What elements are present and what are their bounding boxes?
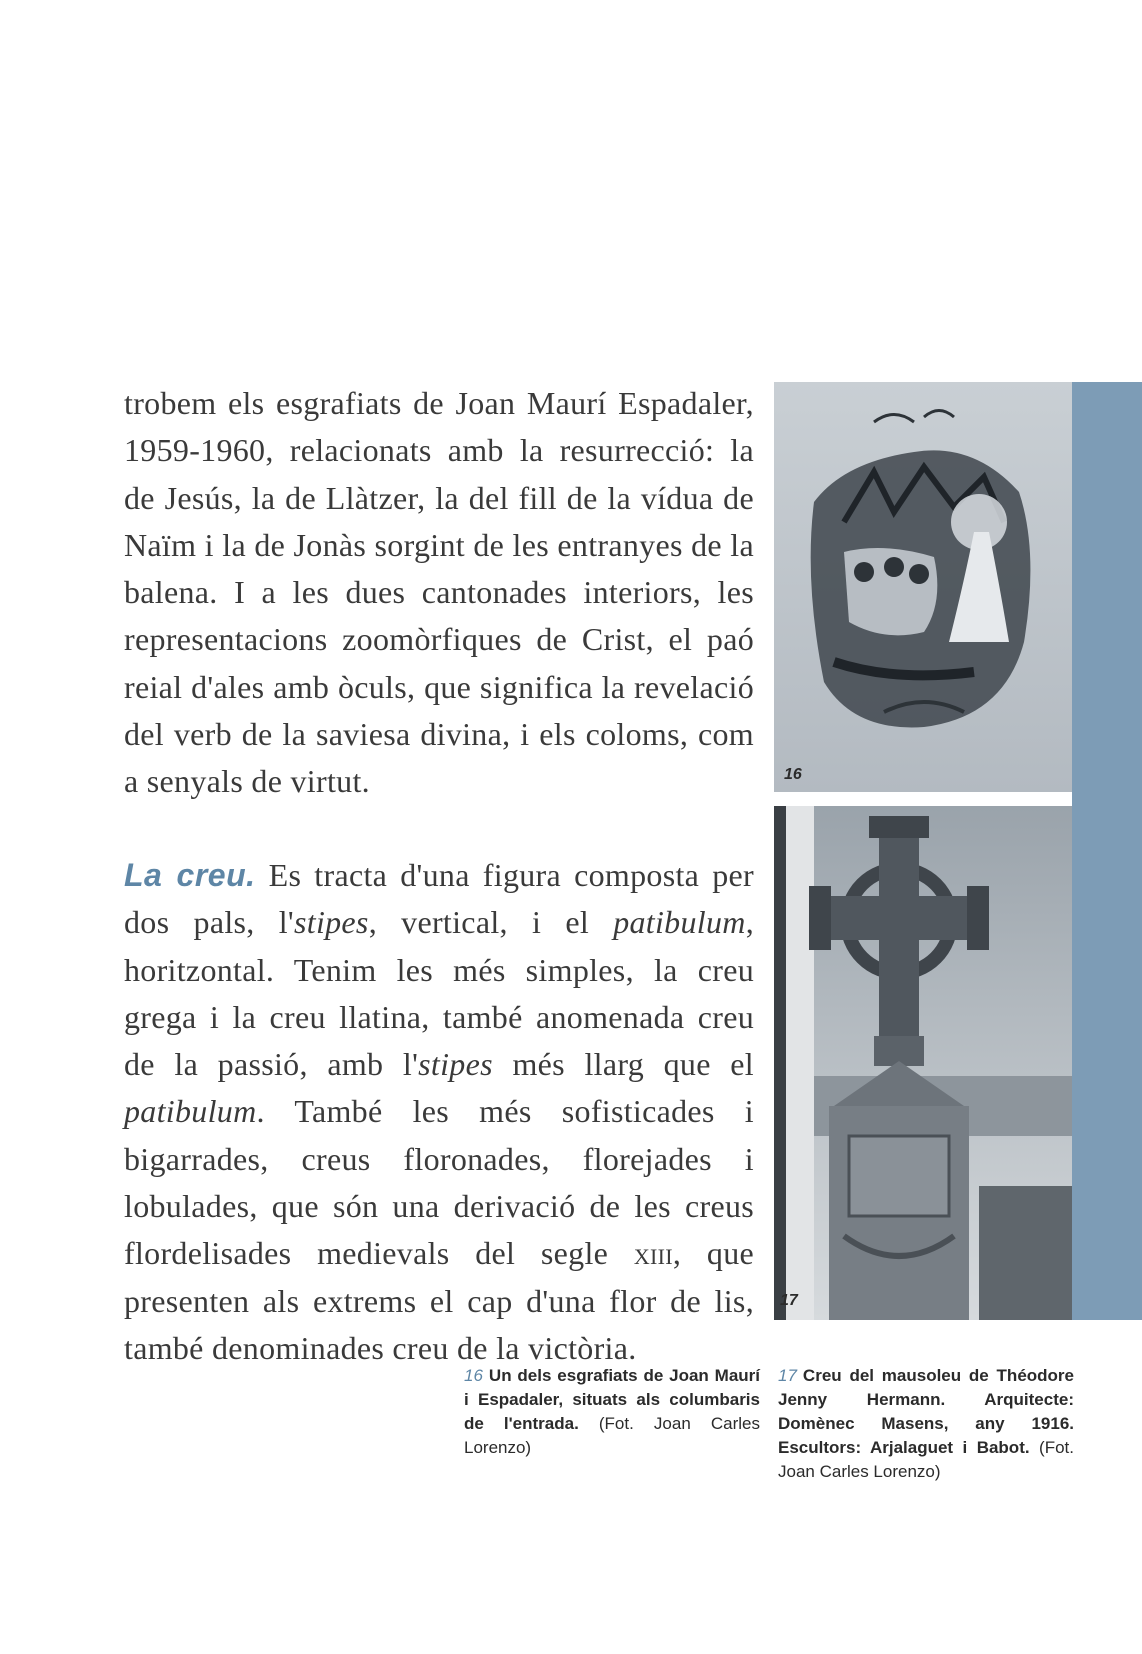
italic-term: stipes (294, 904, 369, 941)
figure-16-caption (464, 1364, 760, 1460)
paragraph-text: , horitzontal. Tenim les més simples, la creu grega i la creu llatina, també anomenada creu de la passió, amb l' (124, 904, 754, 1083)
sgraffito-illustration (774, 382, 1072, 792)
paragraph-text: més llarg que el (492, 1046, 754, 1083)
stone-cross-photo (774, 806, 1072, 1320)
figure-17-image (774, 806, 1072, 1320)
roman-numeral: xiii (633, 1235, 673, 1272)
caption-text: Creu del mausoleu de Théodore Jenny Hermann. Arquitecte: Domènec Masens, any 1916. Escultors: Arjalaguet i Babot. (778, 1366, 1074, 1457)
body-paragraph-1: trobem els esgrafiats de Joan Maurí Espadaler, 1959-1960, relacionats amb la resurrecció: la de Jesús, la de Llàtzer, la del fill de la vídua de Naïm i la de Jonàs sorgint de les entranyes de la balena. I a les dues cantonades interiors, les representacions zoomòrfiques de Crist, el paó reial d'ales amb òculs, que significa la revelació del verb de la saviesa divina, i els coloms, com a senyals de virtut. (124, 385, 754, 800)
caption-text: Un dels esgrafiats de Joan Maurí i Espadaler, situats als columbaris de l'entrada. (464, 1366, 760, 1433)
figure-16-image (774, 382, 1072, 792)
section-lead-title: La creu. (124, 857, 256, 893)
photo-credit: (Fot. Joan Carles Lorenzo) (778, 1438, 1074, 1481)
italic-term: stipes (418, 1046, 493, 1083)
paragraph-text: , que presenten als extrems el cap d'una flor de lis, també denominades creu de la victòria. (124, 1235, 754, 1366)
figure-17-caption (778, 1364, 1074, 1484)
italic-term: patibulum (613, 904, 746, 941)
caption-number: 16 (464, 1366, 483, 1385)
figure-17-label: 17 (780, 1292, 798, 1309)
body-paragraph-2 (124, 852, 754, 1372)
paragraph-text: , vertical, i el (368, 904, 614, 941)
figure-16-label: 16 (784, 766, 802, 783)
italic-term: patibulum (124, 1093, 257, 1130)
caption-number: 17 (778, 1366, 797, 1385)
photo-credit: (Fot. Joan Carles Lorenzo) (464, 1414, 760, 1457)
paragraph-text: . També les més sofisticades i bigarrades, creus floronades, florejades i lobulades, que són una derivació de les creus flordelisades medievals del segle (124, 1093, 754, 1272)
paragraph-text: Es tracta d'una figura composta per dos pals, l' (124, 857, 754, 941)
decorative-blue-band (1072, 382, 1142, 1320)
